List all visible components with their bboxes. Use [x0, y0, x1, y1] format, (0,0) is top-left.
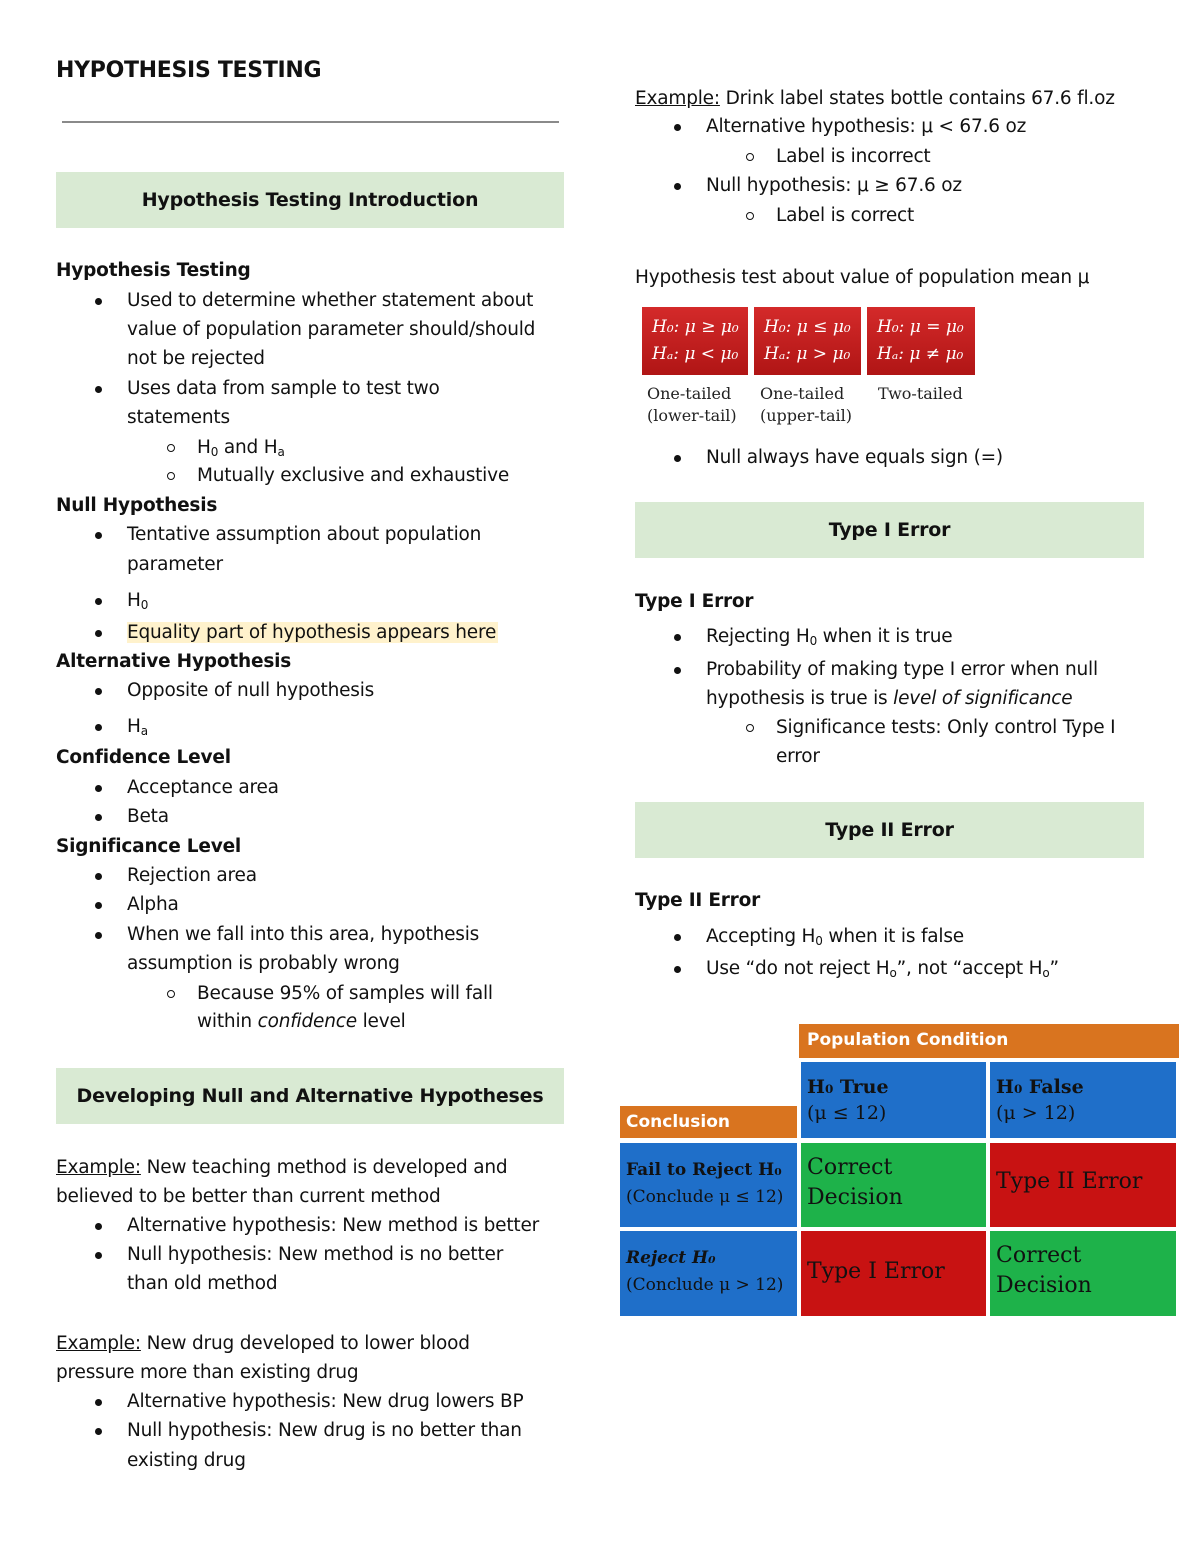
h0-true-header: H₀ True (μ ≤ 12): [801, 1062, 986, 1138]
list-item: Beta: [127, 802, 169, 832]
heading-confidence-level: Confidence Level: [56, 747, 231, 768]
example-2: Example: New drug developed to lower blood: [56, 1333, 470, 1354]
heading-type2: Type II Error: [635, 890, 761, 911]
list-item: Rejecting $H_0$ when it is true: [706, 622, 952, 652]
list-item: Alternative hypothesis: μ < 67.6 oz: [706, 112, 1026, 142]
heading-alternative-hypothesis: Alternative Hypothesis: [56, 651, 292, 672]
list-item: $H_a$: [127, 712, 148, 742]
sub-list-item-cont: within confidence level: [197, 1011, 406, 1032]
correct-decision-cell: Correct Decision: [801, 1143, 986, 1227]
example-3: Example: Drink label states bottle contains 67.6 fl.oz: [635, 88, 1115, 109]
caption-upper-tail: One-tailed (upper-tail): [760, 384, 852, 425]
list-item: Null hypothesis: New method is no better: [127, 1240, 503, 1270]
type1-error-cell: Type I Error: [801, 1231, 986, 1316]
list-item-cont: assumption is probably wrong: [127, 953, 400, 974]
list-item: Null hypothesis: μ ≥ 67.6 oz: [706, 171, 962, 201]
list-item-cont: not be rejected: [127, 348, 265, 369]
list-item: Alternative hypothesis: New method is better: [127, 1211, 539, 1241]
heading-significance-level: Significance Level: [56, 836, 242, 857]
sub-list-item: Label is correct: [776, 201, 914, 231]
list-item-cont: statements: [127, 407, 230, 428]
section-header-intro: Hypothesis Testing Introduction: [56, 172, 564, 228]
example-1-cont: believed to be better than current method: [56, 1186, 441, 1207]
sub-list-item: $H_0$ and $H_a$: [197, 433, 285, 463]
correct-decision-cell-2: Correct Decision: [990, 1231, 1176, 1316]
sub-list-item: Because 95% of samples will fall: [197, 979, 493, 1009]
section-header-type1: Type I Error: [635, 502, 1144, 558]
list-item: Tentative assumption about population: [127, 520, 481, 550]
h0-false-header: H₀ False (μ > 12): [990, 1062, 1176, 1138]
example-1: Example: New teaching method is developed and: [56, 1157, 508, 1178]
list-item: Uses data from sample to test two: [127, 374, 440, 404]
population-condition-header: Population Condition: [799, 1024, 1179, 1058]
list-item-cont: than old method: [127, 1273, 278, 1294]
caption-two-tailed: Two-tailed: [878, 384, 963, 403]
heading-hypothesis-testing: Hypothesis Testing: [56, 260, 251, 281]
fail-to-reject-row: Fail to Reject H₀ (Conclude μ ≤ 12): [620, 1143, 797, 1227]
list-item: Rejection area: [127, 861, 257, 891]
hypothesis-box-upper: H₀: μ ≤ μ₀ Hₐ: μ > μ₀: [754, 307, 861, 375]
example-2-cont: pressure more than existing drug: [56, 1362, 359, 1383]
list-item: $H_0$: [127, 586, 148, 616]
list-item: Acceptance area: [127, 773, 279, 803]
list-item: Opposite of null hypothesis: [127, 676, 374, 706]
caption-lower-tail: One-tailed (lower-tail): [647, 384, 737, 425]
list-item: Probability of making type I error when null: [706, 655, 1098, 685]
sub-list-item: Significance tests: Only control Type I: [776, 713, 1115, 743]
heading-null-hypothesis: Null Hypothesis: [56, 495, 218, 516]
hypothesis-box-two: H₀: μ = μ₀ Hₐ: μ ≠ μ₀: [867, 307, 975, 375]
list-item: Null always have equals sign (=): [706, 443, 1003, 473]
heading-type1: Type I Error: [635, 591, 754, 612]
list-item: Null hypothesis: New drug is no better than: [127, 1416, 522, 1446]
list-item: When we fall into this area, hypothesis: [127, 920, 479, 950]
list-item-cont: value of population parameter should/should: [127, 319, 536, 340]
list-item: Alternative hypothesis: New drug lowers BP: [127, 1387, 523, 1417]
reject-row: Reject H₀ (Conclude μ > 12): [620, 1231, 797, 1316]
section-header-developing: Developing Null and Alternative Hypotheses: [56, 1068, 564, 1124]
list-item-cont: hypothesis is true is level of significance: [706, 688, 1073, 709]
page-title: HYPOTHESIS TESTING: [56, 58, 322, 83]
list-item-cont: existing drug: [127, 1450, 246, 1471]
sub-list-item-cont: error: [776, 746, 820, 767]
list-item: Accepting $H_0$ when it is false: [706, 922, 964, 952]
mean-test-line: Hypothesis test about value of population mean μ: [635, 267, 1090, 288]
type2-error-cell: Type II Error: [990, 1143, 1176, 1227]
list-item: Alpha: [127, 890, 179, 920]
list-item-highlighted: Equality part of hypothesis appears here: [127, 618, 498, 648]
hypothesis-box-lower: H₀: μ ≥ μ₀ Hₐ: μ < μ₀: [642, 307, 748, 375]
list-item: Use “do not reject $H_o$”, not “accept $H_o$”: [706, 954, 1059, 984]
section-header-type2: Type II Error: [635, 802, 1144, 858]
list-item: Used to determine whether statement about: [127, 286, 533, 316]
title-divider: [62, 121, 559, 123]
conclusion-header: Conclusion: [620, 1106, 797, 1138]
sub-list-item: Mutually exclusive and exhaustive: [197, 461, 509, 491]
sub-list-item: Label is incorrect: [776, 142, 931, 172]
list-item-cont: parameter: [127, 554, 223, 575]
